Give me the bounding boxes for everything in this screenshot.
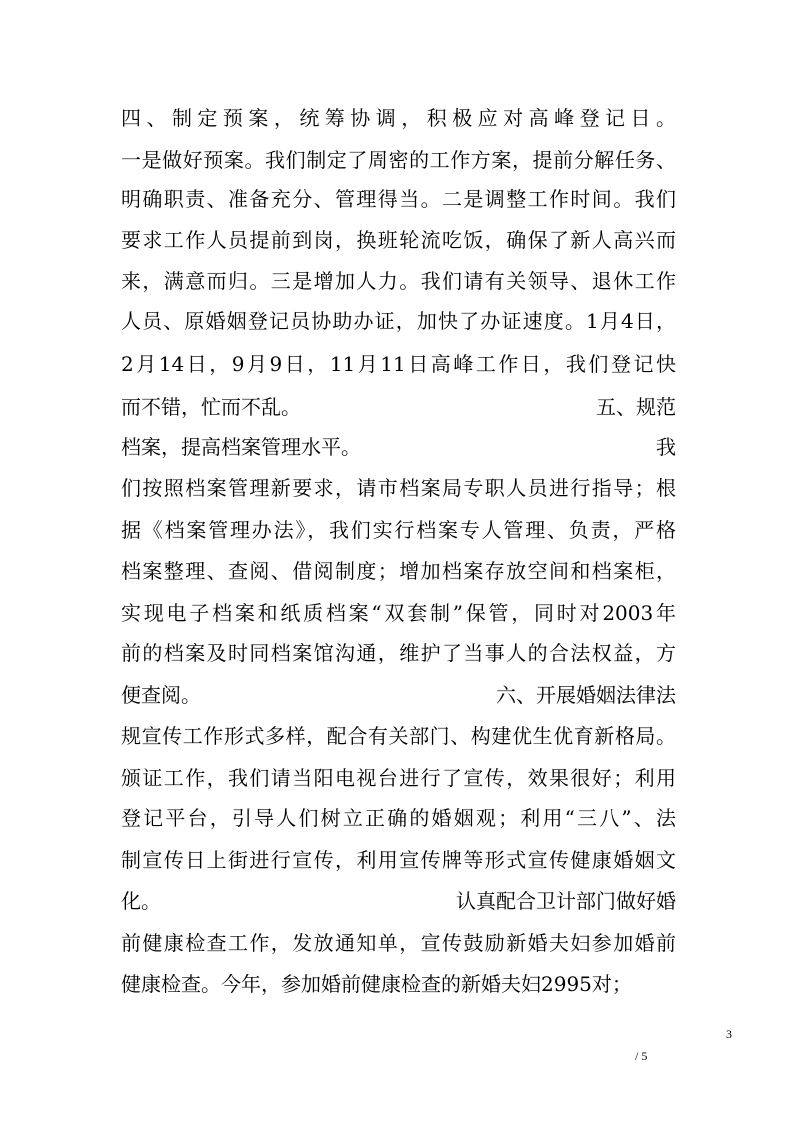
body-text-line: 据《档案管理办法》，我们实行档案专人管理、负责，严格: [121, 518, 676, 542]
body-text-line: 前健康检查工作，发放通知单，宣传鼓励新婚夫妇参加婚前: [121, 931, 676, 955]
body-text-line: 规宣传工作形式多样，配合有关部门、构建优生优育新格局。: [121, 724, 676, 748]
body-text-line: 化。: [121, 889, 161, 913]
body-text-line: 便查阅。: [121, 683, 201, 707]
body-text-line: 2月14日，9月9日，11月11日高峰工作日，我们登记快: [121, 352, 676, 376]
body-text-line: 明确职责、准备充分、管理得当。二是调整工作时间。我们: [121, 187, 676, 211]
body-text-line: 颁证工作，我们请当阳电视台进行了宣传，效果很好；利用: [121, 766, 676, 790]
body-text-line: 认真配合卫计部门做好婚: [456, 889, 676, 913]
section-heading-fragment: 六、开展婚姻法律法: [496, 683, 676, 707]
body-text-line: 档案整理、查阅、借阅制度；增加档案存放空间和档案柜，: [121, 559, 676, 583]
body-text-line: 们按照档案管理新要求，请市档案局专职人员进行指导；根: [121, 476, 676, 500]
body-text-line: 制宣传日上街进行宣传，利用宣传牌等形式宣传健康婚姻文: [121, 848, 676, 872]
body-text-line: 我: [656, 435, 676, 459]
body-text-line: 要求工作人员提前到岗，换班轮流吃饭，确保了新人高兴而: [121, 228, 676, 252]
section-heading-fragment: 五、规范: [596, 395, 676, 419]
section-heading-fragment: 档案，提高档案管理水平。: [121, 435, 361, 459]
body-text-line: 而不错，忙而不乱。: [121, 395, 301, 419]
body-text-line: 一是做好预案。我们制定了周密的工作方案，提前分解任务、: [121, 148, 676, 172]
body-text-line: 健康检查。今年，参加婚前健康检查的新婚夫妇2995对；: [121, 972, 632, 996]
body-text-line: 来，满意而归。三是增加人力。我们请有关领导、退休工作: [121, 269, 676, 293]
page-number: 3: [726, 1027, 732, 1041]
body-text-line: 登记平台，引导人们树立正确的婚姻观；利用“三八”、法: [121, 806, 676, 830]
body-text-line: 四、制定预案，统筹协调，积极应对高峰登记日。: [121, 106, 676, 130]
page-total: / 5: [635, 1049, 648, 1063]
body-text-line: 人员、原婚姻登记员协助办证，加快了办证速度。1月4日，: [121, 309, 676, 333]
body-text-line: 前的档案及时同档案馆沟通，维护了当事人的合法权益，方: [121, 641, 676, 665]
body-text-line: 实现电子档案和纸质档案“双套制”保管，同时对2003年: [121, 601, 676, 625]
